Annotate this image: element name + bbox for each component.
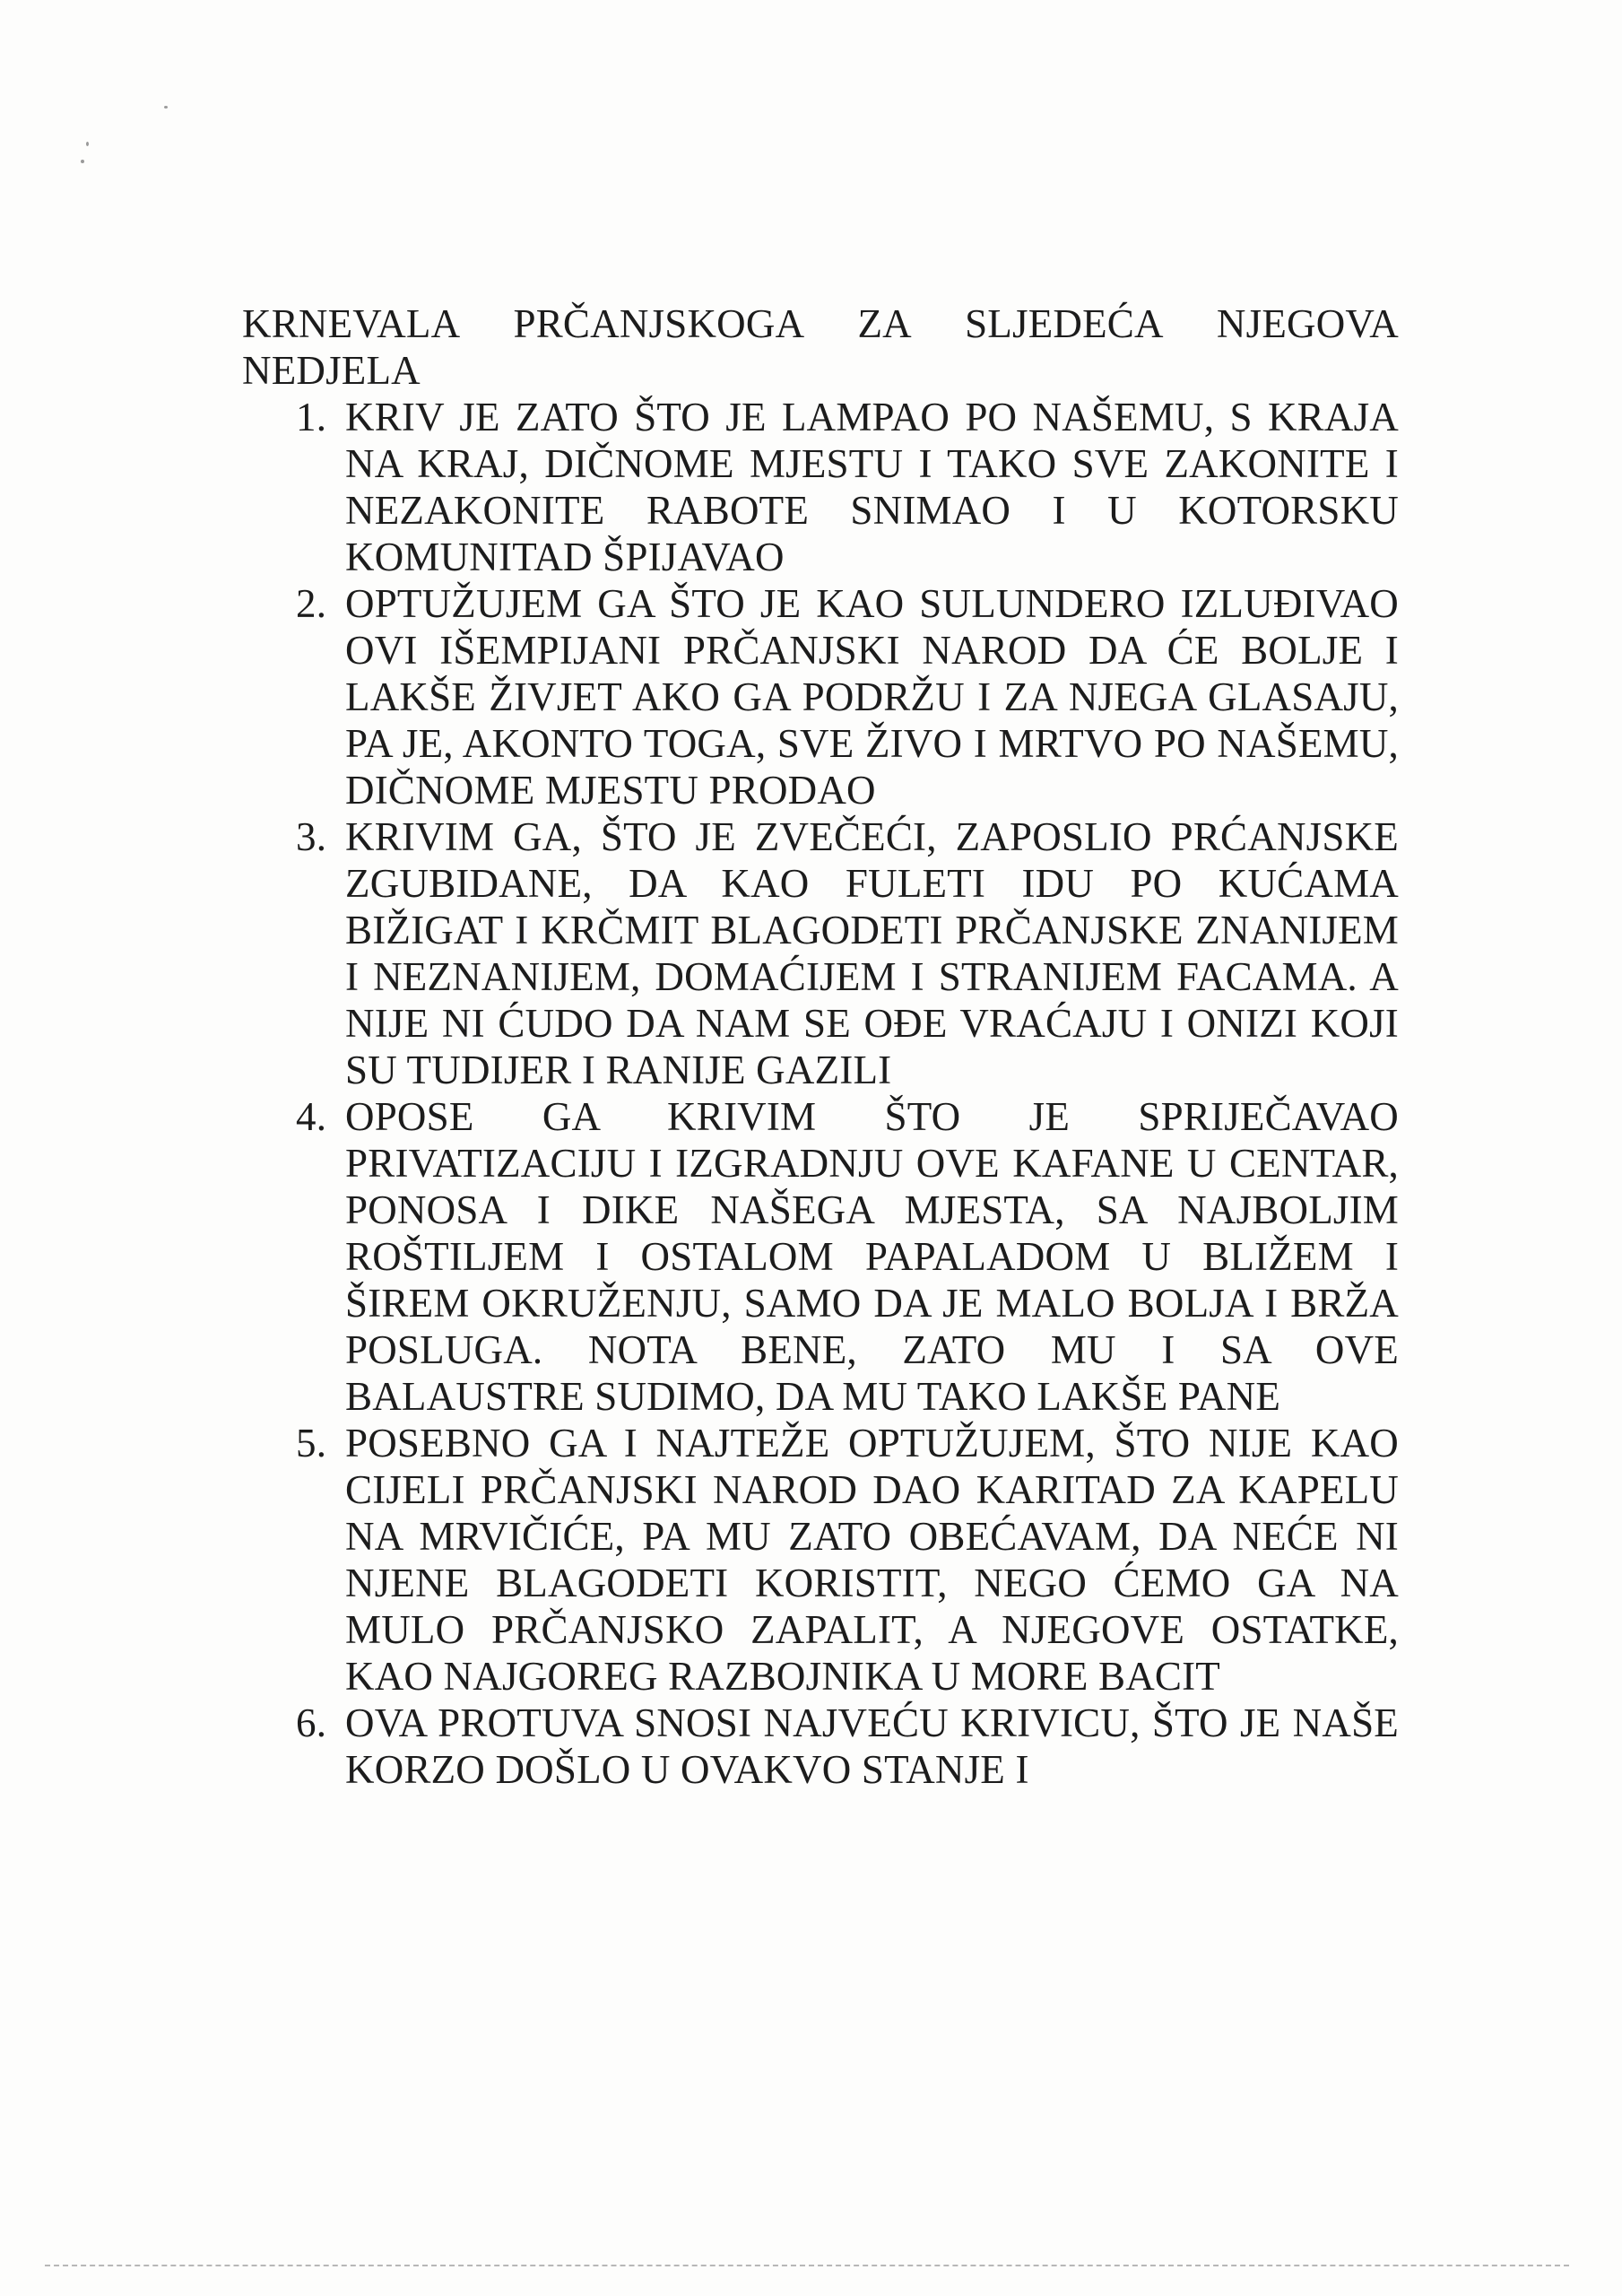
document-body: [242, 300, 1399, 1793]
item-text: OVA PROTUVA SNOSI NAJVEĆU KRIVICU, ŠTO JE NAŠE KORZO DOŠLO U OVAKVO STANJE I: [345, 1700, 1399, 1792]
item-number: 6.: [296, 1700, 327, 1745]
item-number: 2.: [296, 581, 327, 626]
item-number: 3.: [296, 814, 327, 859]
scan-speck: [81, 160, 84, 163]
item-text: OPTUŽUJEM GA ŠTO JE KAO SULUNDERO IZLUĐIVAO OVI IŠEMPIJANI PRČANJSKI NAROD DA ĆE BOLJE I LAKŠE ŽIVJET AKO GA PODRŽU I ZA NJEGA GLASAJU, PA JE, AKONTO TOGA, SVE ŽIVO I MRTVO PO NAŠEMU, DIČNOME MJESTU PRODAO: [345, 581, 1399, 813]
list-item: [242, 1093, 1399, 1420]
charges-list: [242, 394, 1399, 1793]
heading-line: NEDJELA: [242, 348, 421, 393]
list-item: [242, 580, 1399, 813]
page-bottom-edge: [45, 2265, 1569, 2266]
list-item: [242, 1700, 1399, 1793]
item-number: 4.: [296, 1094, 327, 1139]
heading-line: KRNEVALA PRČANJSKOGA ZA SLJEDEĆA NJEGOVA: [242, 301, 1399, 346]
list-item: [242, 1420, 1399, 1700]
scan-speck: [164, 106, 168, 109]
item-text: OPOSE GA KRIVIM ŠTO JE SPRIJEČAVAO PRIVATIZACIJU I IZGRADNJU OVE KAFANE U CENTAR, PONOSA I DIKE NAŠEGA MJESTA, SA NAJBOLJIM ROŠTILJEM I OSTALOM PAPALADOM U BLIŽEM I ŠIREM OKRUŽENJU, SAMO DA JE MALO BOLJA I BRŽA POSLUGA. NOTA BENE, ZATO MU I SA OVE BALAUSTRE SUDIMO, DA MU TAKO LAKŠE PANE: [345, 1094, 1399, 1419]
item-number: 1.: [296, 395, 327, 439]
item-number: 5.: [296, 1421, 327, 1465]
item-text: POSEBNO GA I NAJTEŽE OPTUŽUJEM, ŠTO NIJE KAO CIJELI PRČANJSKI NAROD DAO KARITAD ZA KAPELU NA MRVIČIĆE, PA MU ZATO OBEĆAVAM, DA NEĆE NI NJENE BLAGODETI KORISTIT, NEGO ĆEMO GA NA MULO PRČANJSKO ZAPALIT, A NJEGOVE OSTATKE, KAO NAJGOREG RAZBOJNIKA U MORE BACIT: [345, 1421, 1399, 1699]
scan-speck: [86, 142, 89, 146]
list-item: [242, 394, 1399, 580]
item-text: KRIVIM GA, ŠTO JE ZVEČEĆI, ZAPOSLIO PRĆANJSKE ZGUBIDANE, DA KAO FULETI IDU PO KUĆAMA BIŽIGAT I KRČMIT BLAGODETI PRČANJSKE ZNANIJEM I NEZNANIJEM, DOMAĆIJEM I STRANIJEM FACAMA. A NIJE NI ĆUDO DA NAM SE OĐE VRAĆAJU I ONIZI KOJI SU TUDIJER I RANIJE GAZILI: [345, 814, 1399, 1092]
item-text: KRIV JE ZATO ŠTO JE LAMPAO PO NAŠEMU, S KRAJA NA KRAJ, DIČNOME MJESTU I TAKO SVE ZAKONITE I NEZAKONITE RABOTE SNIMAO I U KOTORSKU KOMUNITAD ŠPIJAVAO: [345, 395, 1399, 579]
list-item: [242, 813, 1399, 1093]
